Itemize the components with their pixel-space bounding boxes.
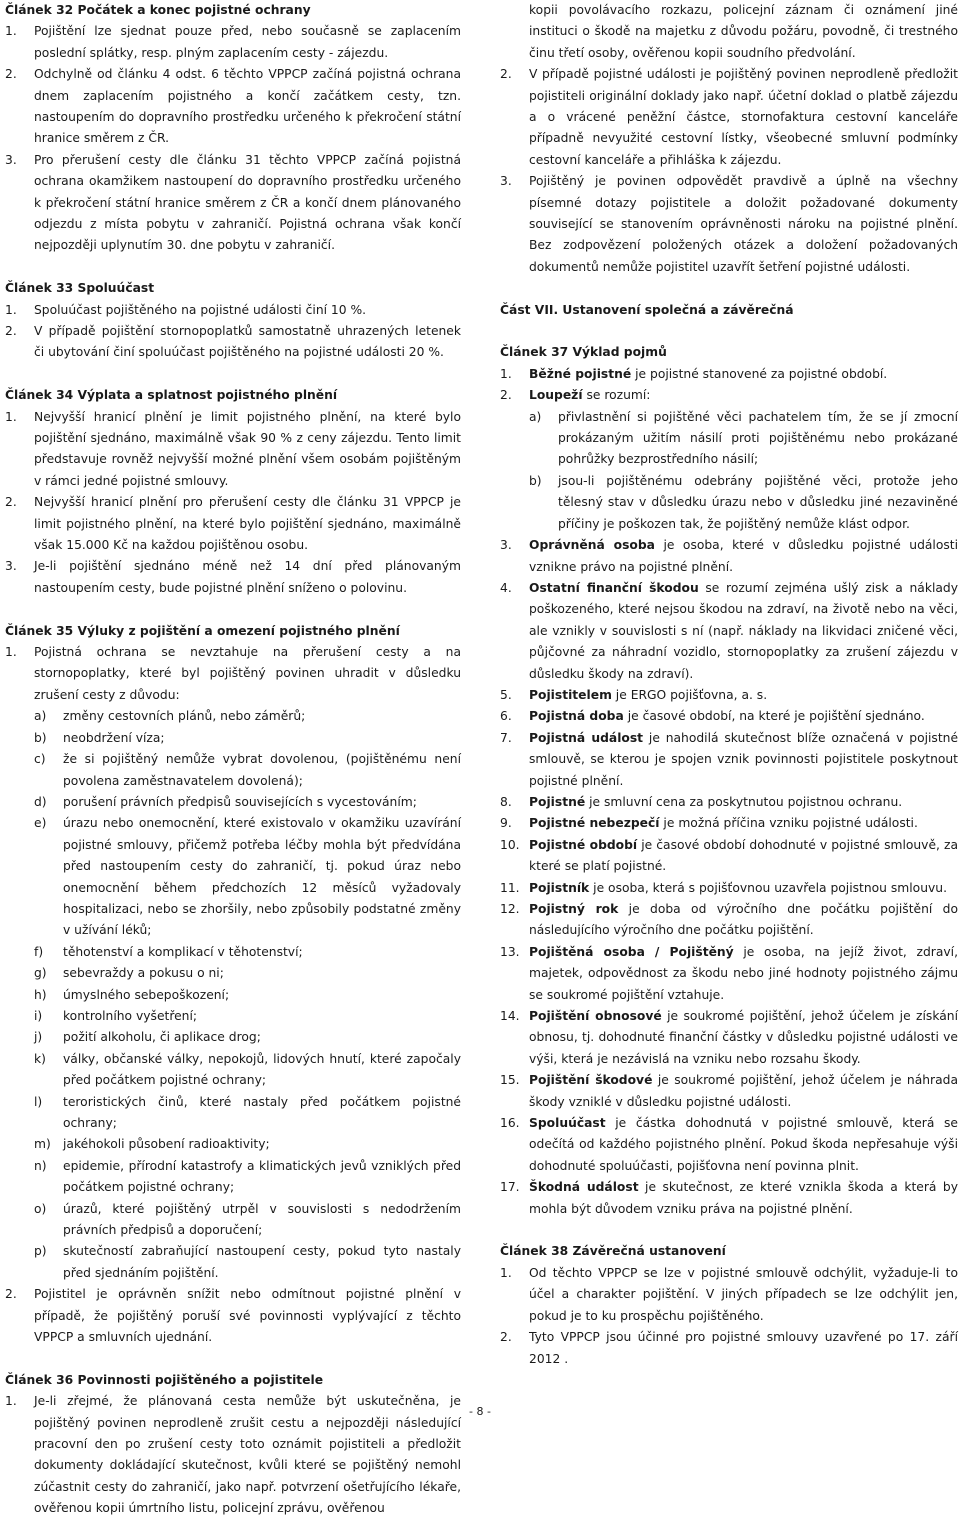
subitem-text: teroristických činů, které nastaly před počátkem pojistné ochrany;: [63, 1094, 461, 1131]
item-number: 15.: [500, 1073, 520, 1088]
subitem-letter: f): [34, 944, 44, 959]
item-number: 3.: [500, 174, 512, 189]
exclusion-item: [5, 749, 461, 792]
definition-term: Pojistná událost: [529, 730, 644, 745]
item-number: 1.: [5, 302, 17, 317]
exclusions-list: [5, 706, 461, 1284]
article-38-heading: Článek 38 Závěrečná ustanovení: [500, 1244, 726, 1259]
definition-term: Pojištění obnosové: [529, 1009, 662, 1024]
definition-item: [500, 942, 958, 1006]
list-item: [500, 1327, 958, 1370]
subitem-text: změny cestovních plánů, nebo záměrů;: [63, 709, 306, 724]
definition-item: [500, 364, 958, 385]
item-number: 6.: [500, 709, 512, 724]
page-number: - 8 -: [469, 1405, 491, 1418]
definition-text: je pojistné stanovené za pojistné období.: [631, 366, 888, 381]
definition-text: je skutečnost, ze které vznikla škoda a která by mohla být důvodem vzniku práva na pojistné plnění.: [529, 1180, 958, 1216]
definition-subitem: [500, 407, 958, 471]
definition-term: Pojistná doba: [529, 709, 624, 724]
list-item: [5, 64, 461, 150]
definition-item: [500, 792, 958, 813]
item-number: 3.: [5, 559, 17, 574]
subitem-letter: b): [529, 473, 542, 488]
item-number: 2.: [5, 324, 17, 339]
definition-term: Pojistitelem: [529, 687, 612, 702]
item-text: Pojištěný je povinen odpovědět pravdivě a úplně na všechny písemné dotazy pojistitele a doložit požadované dokumenty související se stanovením oprávněnosti nároku na pojistné plnění. Bez zodpovězení položených otázek a doložení požadovaných dokumentů nemůže pojistitel uzavřít šetření pojistné události.: [529, 174, 958, 274]
subitem-text: války, občanské války, nepokojů, lidových hnutí, které započaly před počátkem pojistné ochrany;: [63, 1051, 461, 1088]
definition-text: je soukromé pojištění, jehož účelem je náhrada škody vzniklé v důsledku pojistné události.: [529, 1073, 958, 1109]
subitem-text: přivlastnění si pojištěné věci pachatelem tím, že se jí zmocní prokázaným užitím násilí proti pojištěnému nebo prokázané pohrůžky bezprostředního násilí;: [558, 409, 958, 467]
list-item: [5, 321, 461, 364]
definition-term: Oprávněná osoba: [529, 538, 655, 553]
list-item: [5, 556, 461, 599]
list-item: [500, 1263, 958, 1327]
definition-term: Běžné pojistné: [529, 366, 632, 381]
definition-item: [500, 1070, 958, 1113]
item-text: kopii povolávacího rozkazu, policejní záznam či oznámení jiné instituci o škodě na majetku z důvodu požáru, povodně, či trestného činu třetí osoby, ověřenou kopii soudního předvolání.: [529, 3, 958, 60]
definition-term: Pojistník: [529, 880, 590, 895]
part-7-heading: Část VII. Ustanovení společná a závěrečná: [500, 302, 794, 317]
list-item: [500, 64, 958, 171]
definition-text: je smluvní cena za poskytnutou pojistnou ochranu.: [585, 794, 903, 809]
definition-text: je nahodilá skutečnost blíže označená v pojistné smlouvě, se kterou je spojen vznik povinnosti pojistitele poskytnout pojistné plnění.: [529, 730, 959, 788]
definition-term: Ostatní finanční škodou: [529, 580, 699, 595]
exclusion-item: [5, 1049, 461, 1092]
definition-item: [500, 728, 958, 792]
list-item-continuation: [500, 0, 958, 64]
subitem-text: epidemie, přírodní katastrofy a klimatických jevů vzniklých před počátkem pojistné ochrany;: [63, 1158, 461, 1195]
subitem-letter: p): [34, 1244, 47, 1259]
item-text: V případě pojištění stornopoplatků samostatně uhrazených letenek či ubytování činí spoluúčast pojištěného na pojistné události 20 %.: [34, 324, 461, 360]
subitem-letter: d): [34, 794, 47, 809]
item-text: Je-li zřejmé, že plánovaná cesta nemůže být uskutečněna, je pojištěný povinen neprodleně zrušit cestu a nejpozději následující pracovní den po zrušení cesty toto oznámit pojistiteli a předložit dokumenty dokládající skutečnost, kvůli které se pojištěný nemohl zúčastnit cesty do zahraničí, jako např. potvrzení ošetřujícího lékaře, ověřenou kopii úmrtního listu, policejní zprávu, ověřenou: [34, 1394, 461, 1516]
exclusion-item: [5, 813, 461, 941]
item-number: 2.: [5, 495, 17, 510]
subitem-text: úrazu nebo onemocnění, které existovalo v okamžiku uzavírání pojistné smlouvy, přičemž potřeba léčby mohla být předvídána před nastoupením cesty do zahraničí, tj. pokud úraz nebo onemocnění během předchozích 12 měsíců vyžadovaly hospitalizaci, nebo se zhoršily, nebo způsobily podstatné změny v užívání léků;: [63, 816, 461, 938]
definition-term: Spoluúčast: [529, 1116, 606, 1131]
right-column: [500, 0, 958, 1370]
subitem-letter: a): [34, 709, 47, 724]
subitem-text: neobdržení víza;: [63, 730, 165, 745]
definition-item: [500, 813, 958, 834]
definition-item: [500, 685, 958, 706]
item-number: 5.: [500, 687, 512, 702]
item-text: Nejvyšší hranicí plnění je limit pojistného plnění, na které bylo pojištění sjednáno, maximálně však 90 % z ceny zájezdu. Tento limit představuje rovněž nejvyšší možné plnění všem osobám pojištěným v rámci jedné pojistné smlouvy.: [34, 409, 461, 488]
definition-item: [500, 835, 958, 878]
item-text: Pojistná ochrana se nevztahuje na přerušení cesty a na stornopoplatky, které byl pojištěný povinen uhradit v důsledku zrušení cesty z důvodu:: [34, 645, 461, 702]
article-35-heading: Článek 35 Výluky z pojištění a omezení pojistného plnění: [5, 623, 400, 638]
definition-term: Škodná událost: [529, 1180, 639, 1195]
item-text: V případě pojistné události je pojištěný povinen neprodleně předložit pojistiteli originální doklady jako např. účetní doklad o platbě zájezdu a o vrácené peněžní částce, stornofaktura cestovní kanceláře případně nevyužité cestovní lístky, všeobecné smluvní podmínky cestovní kanceláře a přihláška k zájezdu.: [529, 67, 958, 167]
item-text: Tyto VPPCP jsou účinné pro pojistné smlouvy uzavřené po 17. září 2012 .: [529, 1330, 958, 1366]
exclusion-item: [5, 942, 461, 963]
subitem-letter: e): [34, 816, 47, 831]
exclusion-item: [5, 1092, 461, 1135]
list-item: [5, 150, 461, 257]
item-text: Nejvyšší hranicí plnění pro přerušení cesty dle článku 31 VPPCP je limit pojistného plnění, na které bylo pojištění sjednáno, maximálně však 15.000 Kč na každou pojištěnou osobu.: [34, 495, 461, 553]
article-32-heading: Článek 32 Počátek a konec pojistné ochrany: [5, 3, 311, 17]
item-text: Odchylně od článku 4 odst. 6 těchto VPPCP začíná pojistná ochrana dnem zaplacením pojistného a končí začátkem cesty, tzn. nastoupením do dopravního prostředku určeného k překročení státní hranice směrem z ČR.: [34, 67, 461, 146]
definition-term: Pojištění škodové: [529, 1073, 653, 1088]
item-number: 1.: [5, 24, 17, 39]
definition-item: [500, 706, 958, 727]
article-33-heading: Článek 33 Spoluúčast: [5, 281, 155, 296]
subitem-letter: c): [34, 752, 46, 767]
item-text: Spoluúčast pojištěného na pojistné události činí 10 %.: [34, 302, 367, 317]
list-item: [5, 492, 461, 556]
article-34-heading: Článek 34 Výplata a splatnost pojistného plnění: [5, 388, 338, 403]
definition-text: je soukromé pojištění, jehož účelem je získání obnosu, tj. dohodnuté finanční částky v důsledku pojistné události ve výši, která je nezávislá na vzniku nebo rozsahu škody.: [529, 1009, 958, 1066]
item-number: 4.: [500, 580, 512, 595]
definition-item: [500, 535, 958, 578]
subitem-text: sebevraždy a pokusu o ni;: [63, 966, 224, 981]
item-number: 1.: [500, 1265, 512, 1280]
definition-item: [500, 878, 958, 899]
item-text: Je-li pojištění sjednáno méně než 14 dní před plánovaným nastoupením cesty, bude pojistné plnění sníženo o polovinu.: [34, 559, 461, 595]
definition-text: je osoba, na jejíž život, zdraví, majetek, odpovědnost za škodu nebo jiné hodnoty pojistného zájmu se soukromé pojištění vztahuje.: [529, 944, 958, 1002]
left-column: [5, 0, 461, 1520]
exclusion-item: [5, 706, 461, 727]
subitem-text: úrazů, které pojištěný utrpěl v souvislosti s nedodržením právních předpisů a doporučení;: [63, 1201, 461, 1238]
subitem-text: těhotenství a komplikací v těhotenství;: [63, 944, 303, 959]
definition-item: [500, 1006, 958, 1070]
item-text: Pojištění lze sjednat pouze před, nebo současně se zaplacením poslední splátky, resp. plným zaplacením cesty - zájezdu.: [34, 24, 461, 60]
definition-item: [500, 1113, 958, 1177]
definition-item: [500, 385, 958, 406]
item-number: 1.: [5, 1394, 17, 1409]
list-item: [5, 1284, 461, 1348]
definition-text: je možná příčina vzniku pojistné události.: [659, 816, 918, 831]
subitem-letter: m): [34, 1137, 51, 1152]
item-number: 17.: [500, 1180, 520, 1195]
subitem-letter: h): [34, 987, 47, 1002]
article-37-heading: Článek 37 Výklad pojmů: [500, 345, 667, 360]
subitem-letter: j): [34, 1030, 43, 1045]
item-number: 10.: [500, 837, 520, 852]
item-number: 7.: [500, 730, 512, 745]
item-number: 13.: [500, 944, 520, 959]
exclusion-item: [5, 1134, 461, 1155]
item-number: 11.: [500, 880, 520, 895]
definition-text: je částka dohodnutá v pojistné smlouvě, která se odečítá od každého pojistného plnění. Pokud škoda nepřesahuje výši dohodnuté spoluúčasti, pojišťovna není povinna plnit.: [529, 1116, 958, 1173]
definition-term: Pojistný rok: [529, 902, 619, 916]
definitions-list: [500, 535, 958, 1220]
subitem-text: jsou-li pojištěnému odebrány pojištěné věci, protože jeho tělesný stav v důsledku úrazu nebo v důsledku jiné nezaviněné příčiny je poškozen tak, že pojištěný nemůže klást odpor.: [558, 473, 958, 531]
item-number: 8.: [500, 794, 512, 809]
exclusion-item: [5, 1199, 461, 1242]
definition-term: Pojistné období: [529, 837, 638, 852]
definition-text: je osoba, která s pojišťovnou uzavřela pojistnou smlouvu.: [589, 880, 947, 895]
definition-text: je časové období dohodnuté v pojistné smlouvě, za které se platí pojistné.: [529, 837, 959, 874]
definition-text: se rozumí:: [582, 388, 651, 403]
subitem-text: kontrolního vyšetření;: [63, 1008, 198, 1023]
article-36-heading: Článek 36 Povinnosti pojištěného a pojistitele: [5, 1372, 324, 1387]
item-number: 2.: [500, 1330, 512, 1345]
exclusion-item: [5, 963, 461, 984]
definition-text: je ERGO pojišťovna, a. s.: [611, 687, 768, 702]
list-item: [5, 407, 461, 493]
definition-item: [500, 899, 958, 942]
item-number: 14.: [500, 1009, 520, 1024]
subitem-text: porušení právních předpisů souvisejících s vycestováním;: [63, 794, 417, 809]
item-number: 12.: [500, 902, 520, 916]
subitem-text: že si pojištěný nemůže vybrat dovolenou, (pojištěnému není povolena zaměstnavatelem dovolená);: [63, 752, 461, 788]
definition-term: Pojistné: [529, 794, 586, 809]
item-text: Pojistitel je oprávněn snížit nebo odmítnout pojistné plnění v případě, že pojištěný poruší své povinnosti vyplývající z těchto VPPCP a smluvních ujednání.: [34, 1287, 461, 1345]
definition-item: [500, 1177, 958, 1220]
list-item: [500, 171, 958, 278]
subitem-letter: l): [34, 1094, 43, 1109]
item-number: 2.: [5, 1287, 17, 1302]
definition-text: je časové období, na které je pojištění sjednáno.: [623, 709, 925, 724]
item-number: 2.: [5, 67, 17, 82]
list-item: [5, 642, 461, 706]
exclusion-item: [5, 728, 461, 749]
subitem-text: požití alkoholu, či aplikace drog;: [63, 1030, 261, 1045]
item-number: 1.: [5, 645, 17, 660]
definition-item: [500, 578, 958, 685]
subitem-letter: o): [34, 1201, 47, 1216]
list-item: [5, 300, 461, 321]
exclusion-item: [5, 792, 461, 813]
subitem-letter: b): [34, 730, 47, 745]
subitem-letter: i): [34, 1008, 43, 1023]
item-number: 2.: [500, 67, 512, 82]
item-number: 2.: [500, 388, 512, 403]
item-text: Pro přerušení cesty dle článku 31 těchto VPPCP začíná pojistná ochrana okamžikem nastoupení do dopravního prostředku určeného k překročení státní hranice směrem z ČR a končí dnem plánovaného odjezdu z místa pobytu v zahraničí. Pojistná ochrana však končí nejpozději uplynutím 30. dne pobytu v zahraničí.: [34, 152, 461, 253]
item-number: 9.: [500, 816, 512, 831]
item-number: 3.: [5, 152, 17, 167]
definition-term: Pojištěná osoba / Pojištěný: [529, 944, 734, 959]
subitem-letter: k): [34, 1051, 46, 1066]
definition-text: je doba od výročního dne počátku pojištění do následujícího výročního dne počátku pojištění.: [529, 902, 958, 938]
definition-text: je osoba, které v důsledku pojistné události vznikne právo na pojistné plnění.: [529, 538, 958, 574]
definition-term: Loupeží: [529, 388, 583, 403]
item-number: 1.: [500, 366, 512, 381]
subitem-letter: n): [34, 1158, 47, 1173]
subitem-text: jakéhokoli působení radioaktivity;: [63, 1137, 270, 1152]
subitem-letter: g): [34, 966, 47, 981]
definition-text: se rozumí zejména ušlý zisk a náklady poškozeného, které nejsou škodou na zdraví, na životě nebo na věci, ale vznikly v souvislosti s ní (např. náklady na likvidaci zničené věci, půjčovné za náhradní vozidlo, stornopoplatky za zrušení zájezdu v důsledku škody na zdraví).: [529, 580, 958, 681]
item-number: 3.: [500, 538, 512, 553]
definition-term: Pojistné nebezpečí: [529, 816, 660, 831]
subitem-text: skutečností zabraňující nastoupení cesty, pokud tyto nastaly před sjednáním pojištění.: [63, 1244, 461, 1280]
exclusion-item: [5, 1241, 461, 1284]
subitem-letter: a): [529, 409, 542, 424]
exclusion-item: [5, 1027, 461, 1048]
subitem-text: úmyslného sebepoškození;: [63, 987, 230, 1002]
definition-subitem: [500, 471, 958, 535]
exclusion-item: [5, 1006, 461, 1027]
item-number: 1.: [5, 409, 17, 424]
item-number: 16.: [500, 1116, 520, 1131]
exclusion-item: [5, 1156, 461, 1199]
list-item: [5, 21, 461, 64]
item-text: Od těchto VPPCP se lze v pojistné smlouvě odchýlit, vyžaduje-li to účel a charakter pojištění. V jiných případech se lze odchýlit jen, pokud je to ku prospěchu pojištěného.: [529, 1265, 958, 1323]
exclusion-item: [5, 985, 461, 1006]
